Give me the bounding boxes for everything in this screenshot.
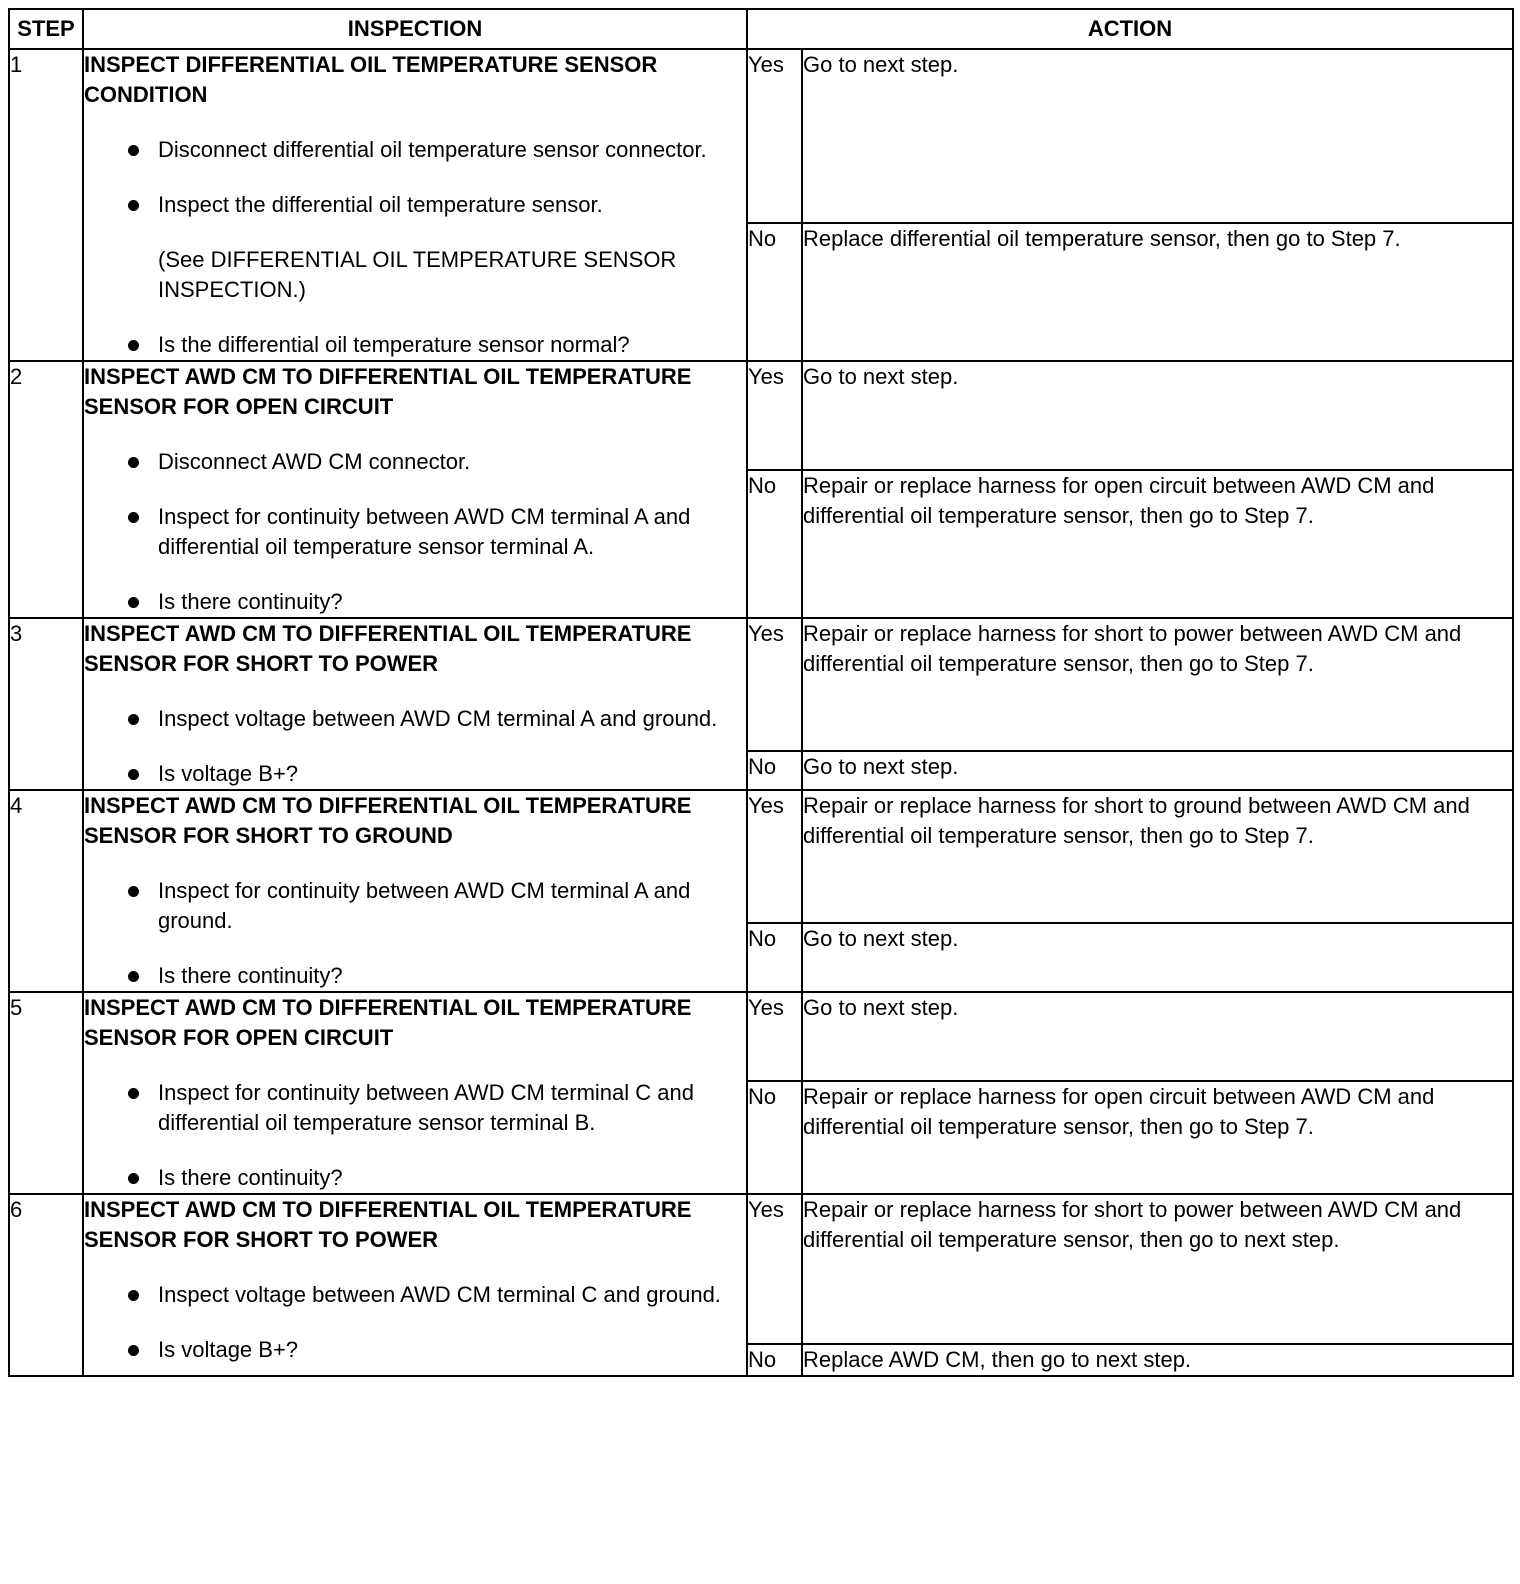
inspection-bullet: Disconnect differential oil temperature sensor connector. xyxy=(84,135,746,165)
inspection-question: Is there continuity? xyxy=(84,961,746,991)
no-label: No xyxy=(747,1344,802,1376)
inspection-title: INSPECT AWD CM TO DIFFERENTIAL OIL TEMPERATURE SENSOR FOR SHORT TO POWER xyxy=(84,621,692,676)
inspection-title: INSPECT DIFFERENTIAL OIL TEMPERATURE SENSOR CONDITION xyxy=(84,52,658,107)
step-number: 3 xyxy=(9,618,83,790)
no-action: Replace differential oil temperature sensor, then go to Step 7. xyxy=(802,223,1513,361)
header-action: ACTION xyxy=(747,9,1513,49)
bullet-icon xyxy=(128,512,139,523)
bullet-icon xyxy=(128,597,139,608)
inspection-cell xyxy=(83,49,747,361)
bullet-icon xyxy=(128,1173,139,1184)
yes-action: Go to next step. xyxy=(802,49,1513,223)
no-action: Repair or replace harness for open circuit between AWD CM and differential oil temperature sensor, then go to Step 7. xyxy=(802,1081,1513,1194)
bullet-icon xyxy=(128,971,139,982)
no-action: Go to next step. xyxy=(802,923,1513,992)
bullet-icon xyxy=(128,340,139,351)
inspection-bullet: Inspect voltage between AWD CM terminal A and ground. xyxy=(84,704,746,734)
bullet-icon xyxy=(128,200,139,211)
no-label: No xyxy=(747,751,802,790)
inspection-cell xyxy=(83,361,747,618)
bullet-icon xyxy=(128,714,139,725)
inspection-cell xyxy=(83,618,747,790)
inspection-title: INSPECT AWD CM TO DIFFERENTIAL OIL TEMPERATURE SENSOR FOR OPEN CIRCUIT xyxy=(84,995,692,1050)
step-row-5-yes xyxy=(9,992,1513,1081)
step-row-6-yes xyxy=(9,1194,1513,1344)
inspection-note: (See DIFFERENTIAL OIL TEMPERATURE SENSOR INSPECTION.) xyxy=(158,247,677,302)
yes-action: Repair or replace harness for short to power between AWD CM and differential oil temperature sensor, then go to next step. xyxy=(802,1194,1513,1344)
bullet-icon xyxy=(128,145,139,156)
inspection-bullet: Inspect voltage between AWD CM terminal C and ground. xyxy=(84,1280,746,1310)
inspection-title: INSPECT AWD CM TO DIFFERENTIAL OIL TEMPERATURE SENSOR FOR SHORT TO POWER xyxy=(84,1197,692,1252)
no-label: No xyxy=(747,923,802,992)
no-label: No xyxy=(747,470,802,618)
yes-label: Yes xyxy=(747,361,802,470)
inspection-bullet: Disconnect AWD CM connector. xyxy=(84,447,746,477)
bullet-icon xyxy=(128,769,139,780)
inspection-title: INSPECT AWD CM TO DIFFERENTIAL OIL TEMPERATURE SENSOR FOR SHORT TO GROUND xyxy=(84,793,692,848)
yes-label: Yes xyxy=(747,49,802,223)
bullet-icon xyxy=(128,886,139,897)
bullet-icon xyxy=(128,1290,139,1301)
bullet-icon xyxy=(128,1345,139,1356)
step-number: 6 xyxy=(9,1194,83,1376)
inspection-bullet: Inspect for continuity between AWD CM terminal C and differential oil temperature sensor terminal B. xyxy=(84,1078,746,1138)
step-row-1-yes xyxy=(9,49,1513,223)
diagnostic-procedure-table xyxy=(8,8,1514,1377)
no-label: No xyxy=(747,223,802,361)
step-number: 4 xyxy=(9,790,83,992)
step-number: 5 xyxy=(9,992,83,1194)
table-header-row xyxy=(9,9,1513,49)
yes-action: Repair or replace harness for short to power between AWD CM and differential oil temperature sensor, then go to Step 7. xyxy=(802,618,1513,751)
header-inspection: INSPECTION xyxy=(83,9,747,49)
yes-label: Yes xyxy=(747,992,802,1081)
inspection-cell xyxy=(83,790,747,992)
bullet-icon xyxy=(128,457,139,468)
inspection-cell xyxy=(83,992,747,1194)
yes-action: Go to next step. xyxy=(802,361,1513,470)
step-row-4-yes xyxy=(9,790,1513,923)
no-action: Replace AWD CM, then go to next step. xyxy=(802,1344,1513,1376)
yes-action: Go to next step. xyxy=(802,992,1513,1081)
inspection-bullet: Inspect for continuity between AWD CM terminal A and differential oil temperature sensor terminal A. xyxy=(84,502,746,562)
yes-label: Yes xyxy=(747,790,802,923)
step-number: 2 xyxy=(9,361,83,618)
yes-label: Yes xyxy=(747,618,802,751)
header-step: STEP xyxy=(9,9,83,49)
inspection-bullet: Inspect the differential oil temperature sensor. xyxy=(84,190,746,220)
step-number: 1 xyxy=(9,49,83,361)
step-row-3-yes xyxy=(9,618,1513,751)
step-row-2-yes xyxy=(9,361,1513,470)
inspection-question: Is voltage B+? xyxy=(84,1335,746,1365)
inspection-cell xyxy=(83,1194,747,1376)
inspection-question: Is there continuity? xyxy=(84,587,746,617)
no-action: Go to next step. xyxy=(802,751,1513,790)
bullet-icon xyxy=(128,1088,139,1099)
inspection-bullet: Inspect for continuity between AWD CM terminal A and ground. xyxy=(84,876,746,936)
inspection-question: Is voltage B+? xyxy=(84,759,746,789)
inspection-title: INSPECT AWD CM TO DIFFERENTIAL OIL TEMPERATURE SENSOR FOR OPEN CIRCUIT xyxy=(84,364,692,419)
no-label: No xyxy=(747,1081,802,1194)
yes-label: Yes xyxy=(747,1194,802,1344)
no-action: Repair or replace harness for open circuit between AWD CM and differential oil temperature sensor, then go to Step 7. xyxy=(802,470,1513,618)
yes-action: Repair or replace harness for short to ground between AWD CM and differential oil temperature sensor, then go to Step 7. xyxy=(802,790,1513,923)
inspection-question: Is the differential oil temperature sensor normal? xyxy=(84,330,746,360)
inspection-question: Is there continuity? xyxy=(84,1163,746,1193)
